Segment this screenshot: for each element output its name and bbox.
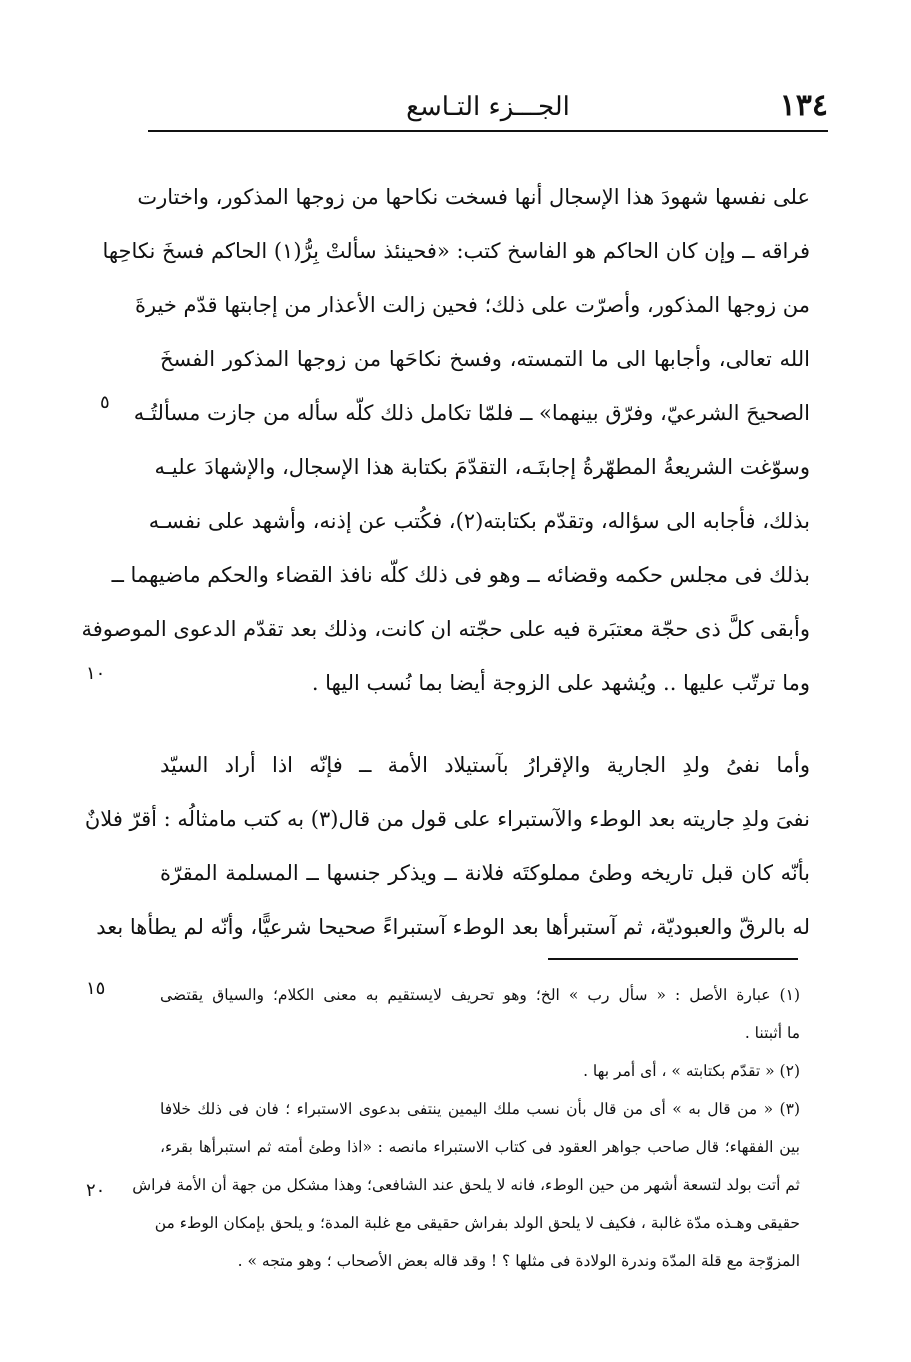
footnote-line: بين الفقهاء؛ قال صاحب جواهر العقود فى كتاب الاستبراء مانصه : «اذا وطئ أمته ثم استبرأها بقرء، (160, 1138, 800, 1156)
text-line: وأبقى كلَّ ذى حجّة معتبَرة فيه على حجّته ان كانت، وذلك بعد تقدّم الدعوى الموصوفة (81, 617, 810, 641)
page-number: ١٣٤ (779, 88, 828, 123)
footnote-line: (٣) « من قال به » أى من قال بأن نسب ملك اليمين ينتفى بدعوى الاستبراء ؛ فان فى ذلك خلافا (160, 1100, 800, 1118)
line-number-10: ١٠ (86, 663, 106, 684)
text-line: بذلك، فأجابه الى سؤاله، وتقدّم بكتابته(٢)، فكُتب عن إذنه، وأشهد على نفسـه (148, 509, 810, 533)
page-header (148, 88, 828, 128)
text-line: وسوّغت الشريعةُ المطهّرةُ إجابتَـه، التقدّمَ بكتابة هذا الإسجال، والإشهادَ عليـه (154, 455, 810, 479)
footnote-line: (٢) « تقدّم بكتابته » ، أى أمر بها . (583, 1062, 800, 1080)
text-line: بأنّه كان قبل تاريخه وطئ مملوكتَه فلانة ــ ويذكر جنسها ــ المسلمة المقرّة (160, 861, 810, 885)
text-line: على نفسها شهودَ هذا الإسجال أنها فسخت نكاحها من زوجها المذكور، واختارت (137, 185, 810, 209)
text-line: الله تعالى، وأجابها الى ما التمسته، وفسخ نكاحَها من زوجها المذكور الفسخَ (160, 347, 810, 371)
footnote-line: ما أثبتنا . (744, 1024, 800, 1042)
text-line: فراقه ــ وإن كان الحاكم هو الفاسخ كتب: «فحينئذ سألتْ بِرُّ(١) الحاكم فسخَ نكاحِها (102, 239, 810, 263)
text-line: وما ترتّب عليها .. ويُشهد على الزوجة أيضا بما نُسب اليها . (311, 671, 810, 695)
footnote-line: المزوّجة مع قلة المدّة وندرة الولادة فى مثلها ؟ ! وقد قاله بعض الأصحاب ؛ وهو متجه » . (237, 1252, 800, 1270)
footnote-line: حقيقى وهـذه مدّة غالبة ، فكيف لا يلحق الولد بفراش حقيقى مع غلبة المدة؛ و يلحق بإمكان الوطء من (154, 1214, 800, 1232)
running-title: الجـــزء التـاسع (406, 92, 570, 122)
text-line: الصحيحَ الشرعيّ، وفرّق بينهما» ــ فلمّا تكامل ذلك كلّه سأله من جازت مسألتُـه (133, 401, 810, 425)
text-line: نفىَ ولدِ جاريته بعد الوطء والآستبراء على قول من قال(٣) به كتب مامثالُه : أقرّ فلانٌ (84, 807, 810, 831)
line-number-15: ١٥ (86, 978, 106, 999)
line-number-5: ٥ (100, 392, 110, 413)
footnote-line: (١) عبارة الأصل : « سأل رب » الخ؛ وهو تحريف لايستقيم به معنى الكلام؛ والسياق يقتضى (160, 986, 800, 1004)
footnotes (132, 976, 800, 1280)
text-line: من زوجها المذكور، وأصرّت على ذلك؛ فحين زالت الأعذار من إجابتها قدّم خيرةَ (134, 293, 810, 317)
header-rule (148, 130, 828, 132)
paragraph-gap (160, 710, 810, 738)
text-line: وأما نفىُ ولدِ الجارية والإقرارُ بآستيلاد الأمة ــ فإنّه اذا أراد السيّد (160, 753, 810, 777)
line-number-20: ٢٠ (86, 1180, 106, 1201)
footnote-line: ثم أتت بولد لتسعة أشهر من حين الوطء، فانه لا يلحق عند الشافعى؛ وهذا مشكل من جهة أن الأمة فراش (132, 1176, 800, 1194)
text-line: بذلك فى مجلس حكمه وقضائه ــ وهو فى ذلك كلّه نافذ القضاء والحكم ماضيهما ــ (111, 563, 810, 587)
text-line: له بالرقّ والعبوديّة، ثم آستبرأها بعد الوطء آستبراءً صحيحا شرعيًّا، وأنّه لم يطأها بعد (96, 915, 810, 939)
footnote-rule (548, 958, 798, 960)
